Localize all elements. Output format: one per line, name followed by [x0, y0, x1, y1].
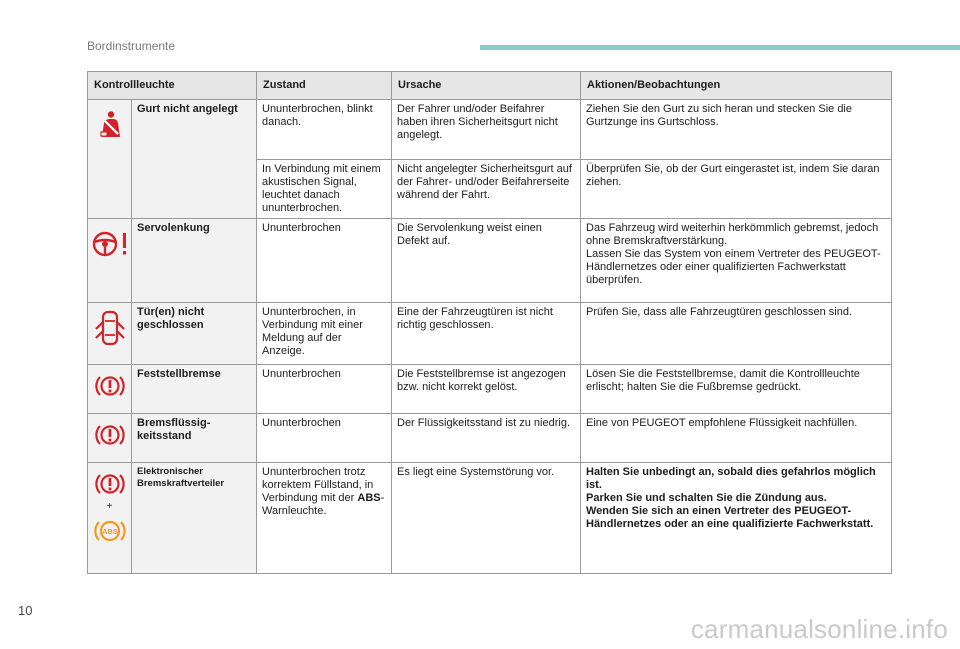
- state-cell: Ununterbrochen: [257, 219, 392, 303]
- state-cell: Ununterbrochen, in Verbindung mit einer Meldung auf der Anzeige.: [257, 303, 392, 365]
- power-steering-warning-icon: [90, 229, 130, 259]
- cause-cell: Eine der Fahrzeugtüren ist nicht richtig geschlossen.: [392, 303, 581, 365]
- header-actions: Aktionen/Beobachtungen: [581, 72, 892, 100]
- indicator-name: Tür(en) nicht geschlossen: [132, 303, 257, 365]
- state-suffix-text: -Warnleuchte.: [262, 492, 385, 517]
- cause-cell: Es liegt eine Systemstörung vor.: [392, 463, 581, 574]
- section-accent-bar: [480, 45, 960, 50]
- header-indicator: Kontrollleuchte: [88, 72, 257, 100]
- action-cell: Lösen Sie die Feststellbremse, damit die Kontrollleuchte erlischt; halten Sie die Fußbremse gedrückt.: [581, 365, 892, 414]
- watermark: carmanualsonline.info: [690, 614, 948, 644]
- warning-lights-table: [87, 71, 892, 574]
- indicator-name: Bremsflüssig-keitsstand: [132, 414, 257, 463]
- cause-cell: Der Flüssigkeitsstand ist zu niedrig.: [392, 414, 581, 463]
- action-cell: Prüfen Sie, dass alle Fahrzeugtüren geschlossen sind.: [581, 303, 892, 365]
- indicator-name: Servolenkung: [132, 219, 257, 303]
- action-cell: Überprüfen Sie, ob der Gurt eingerastet ist, indem Sie daran ziehen.: [581, 160, 892, 219]
- section-title: Bordinstrumente: [87, 39, 176, 53]
- state-cell: [257, 463, 392, 574]
- action-cell: Ziehen Sie den Gurt zu sich heran und stecken Sie die Gurtzunge ins Gurtschloss.: [581, 100, 892, 160]
- table-row: [88, 463, 892, 574]
- cause-cell: Der Fahrer und/oder Beifahrer haben ihren Sicherheitsgurt nicht angelegt.: [392, 100, 581, 160]
- table-row: [88, 414, 892, 463]
- table-row: [88, 365, 892, 414]
- indicator-icon-cell: [88, 463, 132, 574]
- door-open-warning-icon: [93, 309, 127, 347]
- plus-sign: +: [106, 501, 113, 512]
- indicator-name: Elektronischer Bremskraftverteiler: [132, 463, 257, 574]
- cause-cell: Die Feststellbremse ist angezogen bzw. nicht korrekt gelöst.: [392, 365, 581, 414]
- state-cell: Ununterbrochen: [257, 414, 392, 463]
- action-cell: Das Fahrzeug wird weiterhin herkömmlich gebremst, jedoch ohne Bremskraftverstärkung. Lassen Sie das System von einem Vertreter des PEUGEOT-Händlernetzes oder einer qualifizierten Fachwerkstatt überprüfen.: [581, 219, 892, 303]
- action-cell: Halten Sie unbedingt an, sobald dies gefahrlos möglich ist. Parken Sie und schalten Sie die Zündung aus. Wenden Sie sich an einen Vertreter des PEUGEOT-Händlernetzes oder an eine qualifizierte Fachwerkstatt.: [581, 463, 892, 574]
- table-row: [88, 303, 892, 365]
- state-text: Ununterbrochen trotz korrektem Füllstand, in Verbindung mit der: [262, 466, 374, 504]
- indicator-icon-cell: [88, 414, 132, 463]
- indicator-name: Feststellbremse: [132, 365, 257, 414]
- abs-warning-icon: [94, 517, 126, 545]
- state-abs-text: ABS: [357, 492, 381, 504]
- table-row: [88, 219, 892, 303]
- cause-cell: Die Servolenkung weist einen Defekt auf.: [392, 219, 581, 303]
- page-number: 10: [18, 603, 33, 618]
- indicator-icon-cell: [88, 219, 132, 303]
- action-cell: Eine von PEUGEOT empfohlene Flüssigkeit nachfüllen.: [581, 414, 892, 463]
- indicator-name: Gurt nicht angelegt: [132, 100, 257, 219]
- cause-cell: Nicht angelegter Sicherheitsgurt auf der Fahrer- und/oder Beifahrerseite während der Fahrt.: [392, 160, 581, 219]
- brake-warning-icon: [95, 471, 125, 497]
- header-state: Zustand: [257, 72, 392, 100]
- header-cause: Ursache: [392, 72, 581, 100]
- seatbelt-warning-icon: [96, 110, 124, 140]
- indicator-icon-cell: [88, 365, 132, 414]
- state-cell: In Verbindung mit einem akustischen Signal, leuchtet danach ununterbrochen.: [257, 160, 392, 219]
- state-cell: Ununterbrochen: [257, 365, 392, 414]
- abs-icon-label: ABS: [101, 527, 118, 536]
- state-cell: Ununterbrochen, blinkt danach.: [257, 100, 392, 160]
- indicator-icon-cell: [88, 100, 132, 219]
- table-row: [88, 100, 892, 160]
- brake-warning-icon: [95, 422, 125, 448]
- table-header-row: [88, 72, 892, 100]
- indicator-icon-cell: [88, 303, 132, 365]
- brake-warning-icon: [95, 373, 125, 399]
